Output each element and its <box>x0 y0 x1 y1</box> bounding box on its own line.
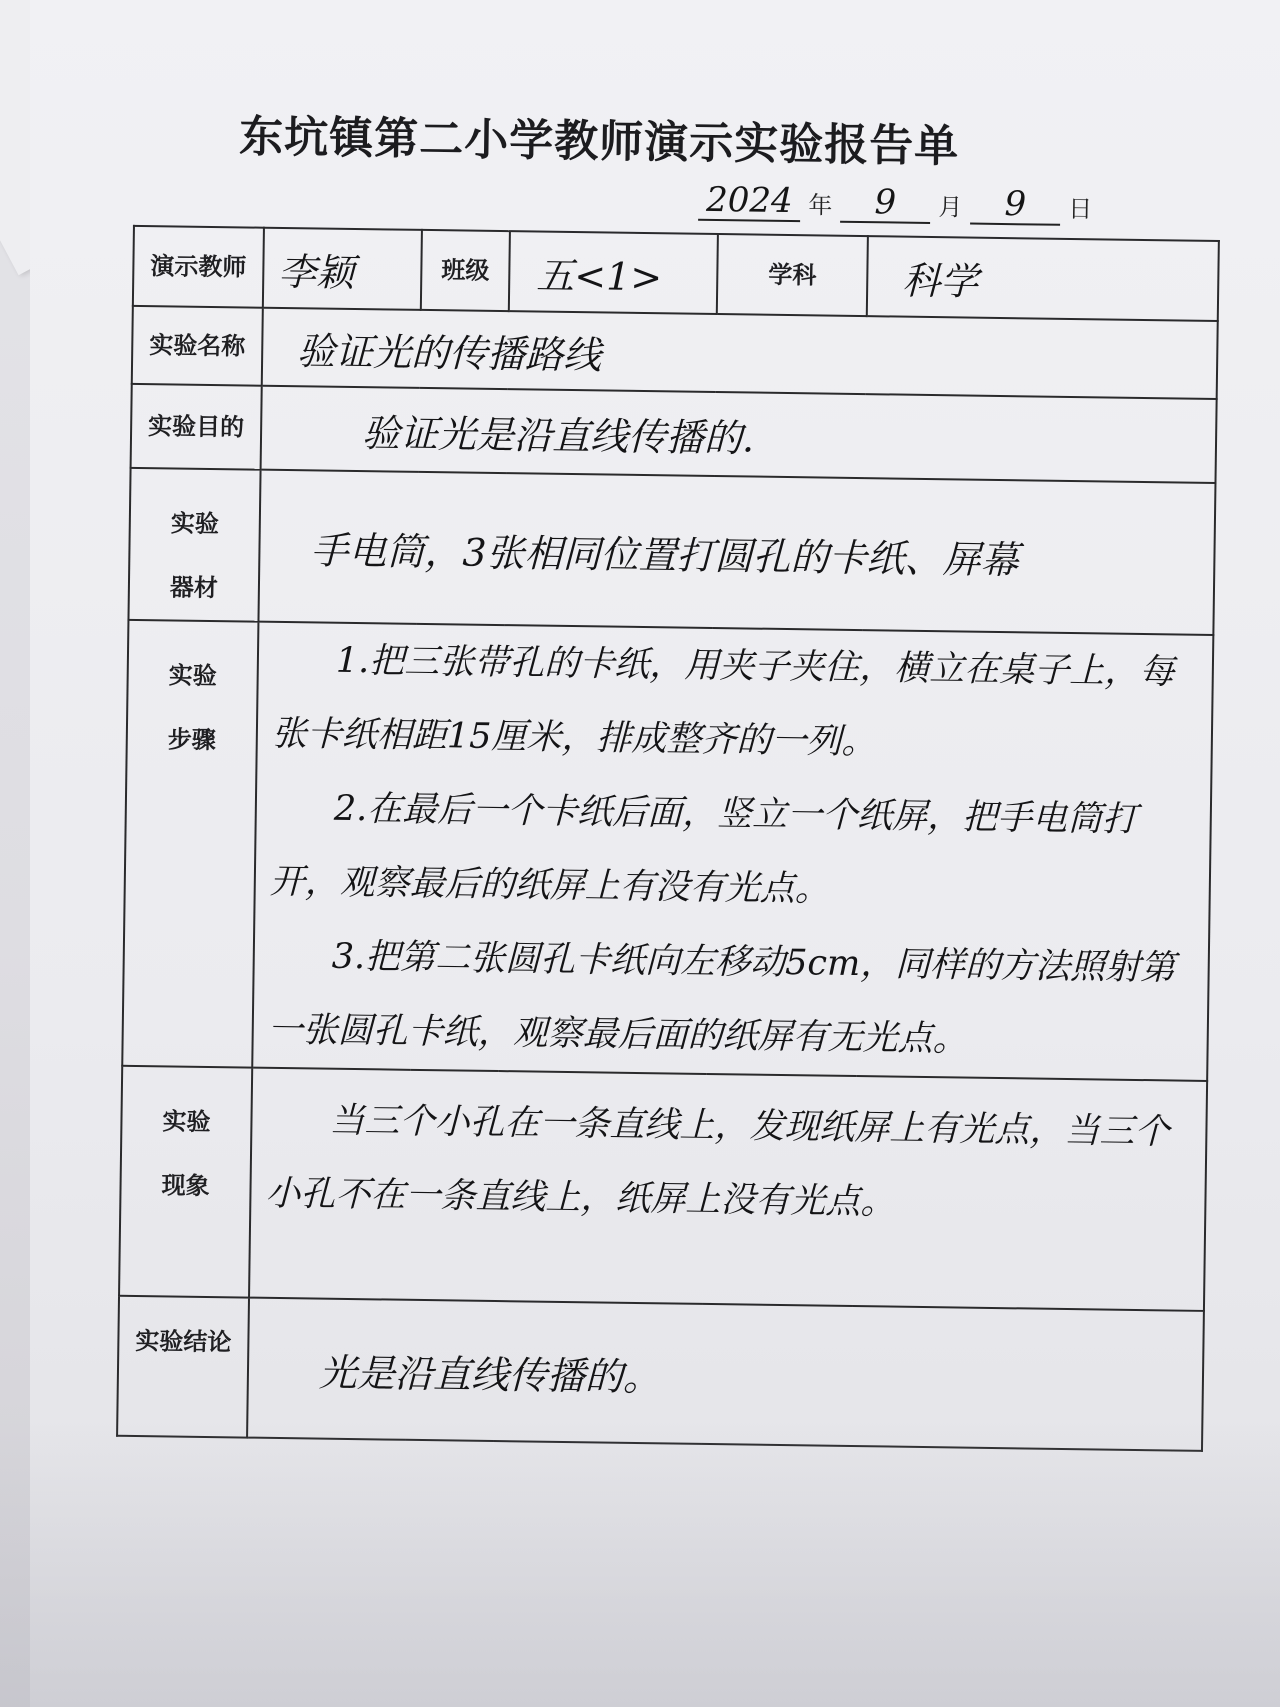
phenomenon-label-line-1: 实验 <box>162 1107 211 1137</box>
conclusion-label: 实验结论 <box>117 1296 249 1438</box>
conclusion-value: 光是沿直线传播的。 <box>247 1298 1204 1451</box>
steps-label <box>122 620 258 1068</box>
steps-value <box>252 622 1213 1081</box>
class-label: 班级 <box>421 230 510 311</box>
steps-label-line-1: 实验 <box>168 661 217 691</box>
phenomenon-label <box>119 1066 252 1298</box>
row-teacher <box>133 226 1219 321</box>
materials-label <box>128 468 260 622</box>
experiment-name-value: 验证光的传播路线 <box>262 308 1218 399</box>
phenomenon-label-line-2: 现象 <box>161 1171 210 1201</box>
date-month-unit: 月 <box>938 193 963 222</box>
experiment-name-label: 实验名称 <box>132 306 263 386</box>
phenomenon-text: 当三个小孔在一条直线上，发现纸屏上有光点，当三个小孔不在一条直线上，纸屏上没有光点。 <box>265 1100 1170 1223</box>
report-table <box>116 225 1220 1452</box>
row-phenomenon <box>119 1066 1207 1311</box>
purpose-label: 实验目的 <box>131 384 262 470</box>
report-date <box>698 181 1101 227</box>
report-title: 东坑镇第二小学教师演示实验报告单 <box>238 111 960 173</box>
row-experiment-name <box>132 306 1218 399</box>
phenomenon-value <box>249 1068 1207 1311</box>
row-conclusion <box>117 1296 1204 1451</box>
materials-label-line-2: 器材 <box>169 573 219 603</box>
date-day: 9 <box>970 185 1061 226</box>
date-month: 9 <box>840 183 931 224</box>
row-steps <box>122 620 1213 1081</box>
row-purpose <box>131 384 1217 483</box>
step-1: 1.把三张带孔的卡纸，用夹子夹住，横立在桌子上，每张卡纸相距15厘米，排成整齐的一列。 <box>271 640 1175 763</box>
step-3: 3.把第二张圆孔卡纸向左移动5cm，同样的方法照射第一张圆孔卡纸，观察最后面的纸屏有无光点。 <box>267 936 1176 1060</box>
class-value: 五<1> <box>509 231 718 314</box>
subject-label: 学科 <box>717 234 868 316</box>
purpose-value: 验证光是沿直线传播的. <box>261 386 1217 483</box>
date-day-unit: 日 <box>1068 194 1093 224</box>
date-year: 2024 <box>698 181 801 222</box>
teacher-value: 李颖 <box>263 228 422 310</box>
subject-value: 科学 <box>867 236 1219 321</box>
materials-label-line-1: 实验 <box>170 509 220 539</box>
row-materials <box>128 468 1215 635</box>
steps-label-line-2: 步骤 <box>167 725 216 755</box>
teacher-label: 演示教师 <box>133 226 264 308</box>
date-year-unit: 年 <box>808 191 833 220</box>
step-2: 2.在最后一个卡纸后面，竖立一个纸屏，把手电筒打开，观察最后的纸屏上有没有光点。 <box>269 788 1138 910</box>
materials-value: 手电筒，3张相同位置打圆孔的卡纸、屏幕 <box>258 470 1215 635</box>
